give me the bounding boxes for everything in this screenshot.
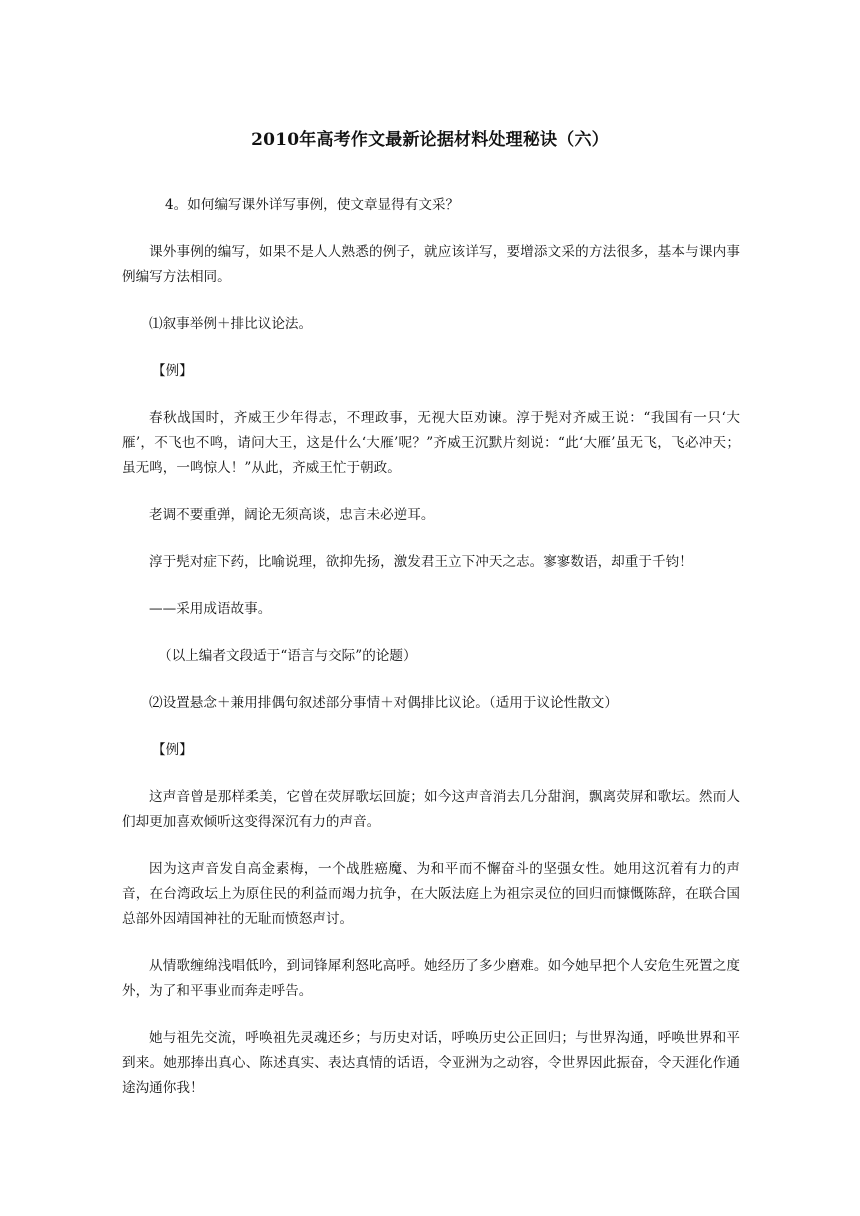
page-title: 2010年高考作文最新论据材料处理秘诀（六）	[251, 130, 609, 151]
parallel-argument: 老调不要重弹，阔论无须高谈，忠言未必逆耳。	[149, 507, 435, 523]
technique-note: ——采用成语故事。	[149, 601, 272, 617]
example-paragraph-2: 因为这声音发自高金素梅，一个战胜癌魔、为和平而不懈奋斗的坚强女性。她用这沉着有力的声音，在台湾政坛上为原住民的利益而竭力抗争，在大阪法庭上为祖宗灵位的回归而慷慨陈辞，在联合国总部外因靖国神社的无耻而愤怒声讨。	[122, 861, 740, 927]
question-heading: 4。如何编写课外详写事例，使文章显得有文采？	[165, 197, 460, 213]
topic-note: （以上编者文段适于“语言与交际”的论题）	[158, 648, 417, 664]
example-label-1: 【例】	[152, 363, 193, 379]
story-paragraph: 春秋战国时，齐威王少年得志，不理政事，无视大臣劝谏。淳于髡对齐威王说：“我国有一只‘大雁’，不飞也不鸣，请问大王，这是什么‘大雁’呢？”齐威王沉默片刻说：“此‘大雁’虽无飞，飞必冲天；虽无鸣，一鸣惊人！”从此，齐威王忙于朝政。	[122, 410, 740, 476]
document-body	[122, 193, 740, 1123]
method-heading-1: ⑴叙事举例＋排比议论法。	[149, 316, 313, 332]
example-label-2: 【例】	[152, 742, 193, 758]
example-paragraph-4: 她与祖先交流，呼唤祖先灵魂还乡；与历史对话，呼唤历史公正回归；与世界沟通，呼唤世界和平到来。她那捧出真心、陈述真实、表达真情的话语，令亚洲为之动容，令世界因此振奋，令天涯化作通途沟通你我！	[122, 1030, 740, 1096]
intro-paragraph: 课外事例的编写，如果不是人人熟悉的例子，就应该详写，要增添文采的方法很多，基本与课内事例编写方法相同。	[122, 244, 740, 285]
example-paragraph-3: 从情歌缠绵浅唱低吟，到词锋犀利怒叱高呼。她经历了多少磨难。如今她早把个人安危生死置之度外，为了和平事业而奔走呼告。	[122, 958, 740, 999]
method-heading-2: ⑵设置悬念＋兼用排偶句叙述部分事情＋对偶排比议论。（适用于议论性散文）	[149, 695, 618, 711]
analysis-paragraph: 淳于髡对症下药，比喻说理，欲抑先扬，激发君王立下冲天之志。寥寥数语，却重于千钧！	[149, 554, 693, 570]
example-paragraph-1: 这声音曾是那样柔美，它曾在荧屏歌坛回旋；如今这声音消去几分甜润，飘离荧屏和歌坛。然而人们却更加喜欢倾听这变得深沉有力的声音。	[122, 789, 740, 830]
